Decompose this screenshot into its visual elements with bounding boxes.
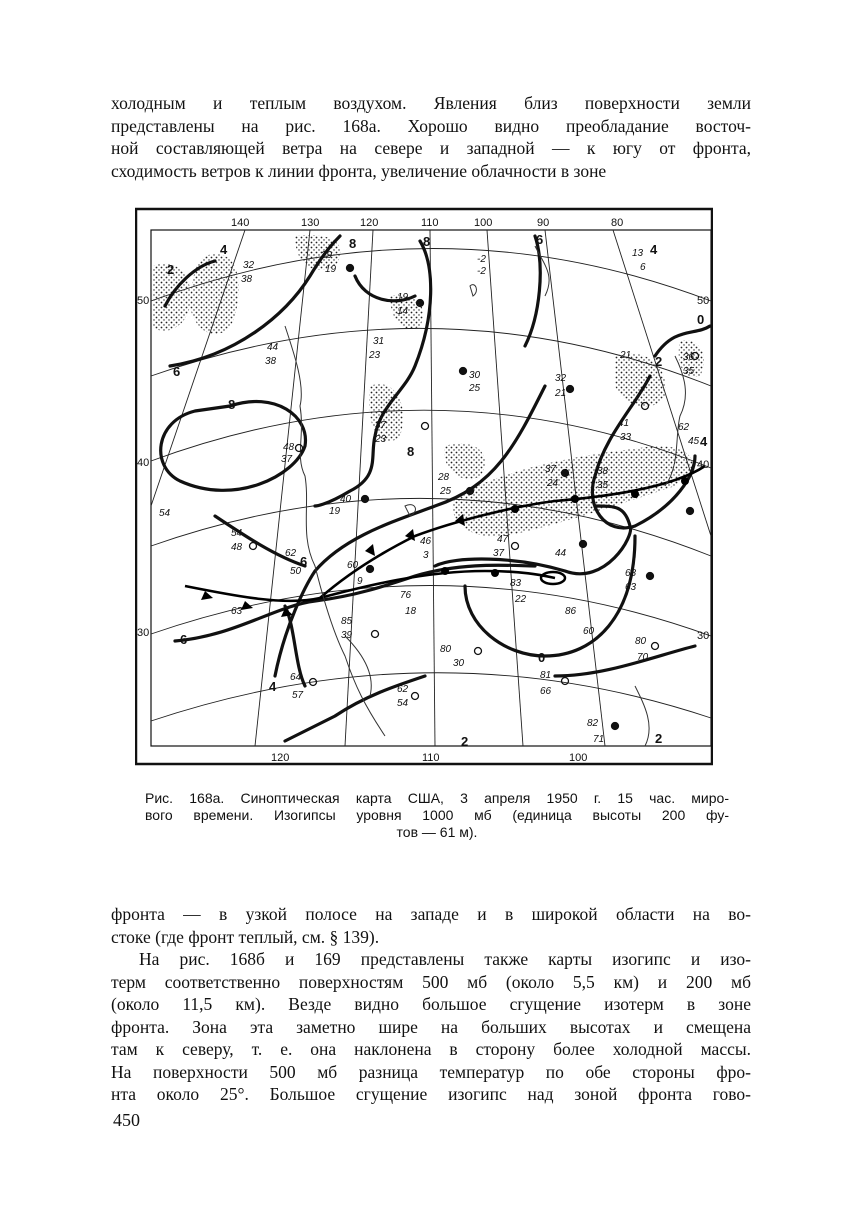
- station-value: 30: [453, 658, 465, 669]
- station-value: 19: [325, 264, 337, 275]
- caption-line: тов — 61 м).: [396, 824, 478, 840]
- latitude-label: 40: [697, 459, 710, 471]
- longitude-label: 100: [474, 217, 493, 229]
- station-value: 37: [545, 464, 557, 475]
- isohypse-label: 8: [228, 397, 236, 412]
- station-value: 3: [423, 550, 429, 561]
- station-value: 86: [565, 606, 577, 617]
- text-line: На поверхности 500 мб разница температур по обе стороны фро-: [111, 1061, 751, 1082]
- precipitation-areas: [153, 235, 704, 537]
- station-value: -2: [477, 266, 486, 277]
- text-paragraph-isotherms: [111, 948, 751, 1106]
- station-value: 54: [159, 508, 171, 519]
- station-value: 37: [281, 454, 293, 465]
- station-value: 13: [632, 248, 644, 259]
- station-value: 28: [438, 472, 450, 483]
- text-line: представлены на рис. 168а. Хорошо видно преобладание восточ-: [111, 115, 751, 136]
- caption-line: Рис. 168а. Синоптическая карта США, 3 апреля 1950 г. 15 час. миро-: [145, 790, 729, 806]
- text-line: На рис. 168б и 169 представлены также карты изогипс и изо-: [139, 949, 751, 969]
- station-value: 32: [555, 373, 567, 384]
- latitude-label: 30: [697, 630, 710, 642]
- text-line: холодным и теплым воздухом. Явления близ поверхности земли: [111, 93, 751, 113]
- station-value: 48: [283, 442, 295, 453]
- longitude-label: 140: [231, 217, 250, 229]
- station-value: 29: [321, 250, 333, 261]
- isohypse-label: 6: [300, 554, 308, 569]
- station-value: 45: [688, 436, 700, 447]
- synoptic-map-figure: [135, 206, 713, 766]
- latitude-label: 30: [137, 627, 150, 639]
- isohypse-label: 2: [167, 262, 175, 277]
- station-value: 37: [375, 420, 387, 431]
- station-value: 82: [587, 718, 599, 729]
- isohypse-label: 4: [650, 242, 658, 257]
- isohypse-label: 6: [536, 232, 544, 247]
- latitude-label: 50: [137, 295, 150, 307]
- text-line: нта около 25°. Большое сгущение изогипс над зоной фронта гово-: [111, 1084, 751, 1104]
- text-line: ной составляющей ветра на севере и западной — к югу от фронта,: [111, 138, 751, 158]
- station-value: 71: [593, 734, 605, 745]
- text-line: фронта — в узкой полосе на западе и в широкой области на во-: [111, 904, 751, 924]
- isohypse-label: 4: [700, 434, 708, 449]
- station-value: 62: [285, 548, 297, 559]
- isohypse-label: 2: [655, 731, 663, 746]
- station-value: 23: [369, 350, 381, 361]
- longitude-label: 110: [422, 752, 440, 764]
- isohypse-label: 2: [461, 734, 469, 749]
- station-value: 54: [231, 528, 243, 539]
- latitude-label: 40: [137, 457, 150, 469]
- longitude-label: 100: [569, 752, 588, 764]
- station-value: -2: [477, 254, 486, 265]
- station-value: 30: [469, 370, 481, 381]
- station-value: 25: [440, 486, 452, 497]
- station-value: 80: [635, 636, 647, 647]
- isohypse-label: 0: [697, 312, 705, 327]
- station-value: 6: [640, 262, 646, 273]
- text-line: сходимость ветров к линии фронта, увеличение облачности в зоне: [111, 160, 607, 181]
- text-line: там к северу, т. е. она наклонена в сторону более холодной массы.: [111, 1039, 751, 1059]
- text-line: фронта. Зона эта заметно шире на больших высотах и смещена: [111, 1016, 751, 1037]
- station-value: 80: [440, 644, 452, 655]
- station-value: 54: [397, 698, 409, 709]
- station-value: 70: [637, 652, 649, 663]
- station-value: 9: [357, 576, 363, 587]
- longitude-label: 90: [537, 217, 550, 229]
- station-value: 32: [243, 260, 255, 271]
- isohypse-label: 0: [538, 650, 546, 665]
- station-value: 62: [397, 684, 409, 695]
- station-value: 21: [555, 388, 567, 399]
- station-value: 21: [620, 350, 632, 361]
- station-value: 81: [540, 670, 552, 681]
- station-value: 66: [540, 686, 552, 697]
- text-line: (около 11,5 км). Везде видно большое сгущение изотерм в зоне: [111, 994, 751, 1014]
- longitude-labels-bottom: [271, 752, 587, 764]
- station-value: 37: [493, 548, 505, 559]
- station-value: 19: [397, 292, 409, 303]
- text-line: стоке (где фронт теплый, см. § 139).: [111, 926, 380, 947]
- station-value: 60: [347, 560, 359, 571]
- station-value: 40: [340, 494, 352, 505]
- station-value: 46: [420, 536, 432, 547]
- figure-caption: [145, 790, 729, 841]
- station-value: 63: [625, 582, 637, 593]
- longitude-label: 120: [271, 752, 290, 764]
- station-value: 38: [597, 466, 609, 477]
- station-value: 41: [618, 418, 630, 429]
- station-value: 35: [683, 366, 695, 377]
- latitude-labels-left: [137, 295, 149, 639]
- isohypse-label: 8: [349, 236, 357, 251]
- isohypse-label: 6: [180, 632, 188, 647]
- station-value: 23: [375, 434, 387, 445]
- longitude-label: 120: [360, 217, 379, 229]
- station-value: 31: [373, 336, 385, 347]
- station-value: 76: [400, 590, 412, 601]
- isohypse-label: 4: [269, 679, 277, 694]
- station-value: 36: [683, 352, 695, 363]
- station-value: 63: [231, 606, 243, 617]
- latitude-label: 50: [697, 295, 710, 307]
- longitude-labels-top: [231, 217, 623, 229]
- station-value: 35: [597, 480, 609, 491]
- station-value: 62: [678, 422, 690, 433]
- station-value: 25: [469, 383, 481, 394]
- station-value: 50: [290, 566, 302, 577]
- longitude-label: 110: [421, 217, 439, 229]
- isohypse-label: 6: [173, 364, 181, 379]
- caption-line: вого времени. Изогипсы уровня 1000 мб (единица высоты 200 фу-: [145, 807, 729, 823]
- station-value: 38: [241, 274, 253, 285]
- station-value: 47: [497, 534, 509, 545]
- isohypse-label: 8: [407, 444, 415, 459]
- text-line: терм соответственно поверхностям 500 мб (около 5,5 км) и 200 мб: [111, 971, 751, 992]
- station-value: 33: [620, 432, 632, 443]
- station-value: 57: [292, 690, 304, 701]
- station-value: 68: [625, 568, 637, 579]
- isohypse-label: 2: [655, 354, 663, 369]
- station-value: 18: [405, 606, 417, 617]
- longitude-label: 130: [301, 217, 320, 229]
- station-value: 22: [515, 594, 527, 605]
- station-value: 44: [555, 548, 567, 559]
- longitude-label: 80: [611, 217, 624, 229]
- text-paragraph-continuation: [111, 903, 751, 948]
- isohypse-label: 8: [423, 234, 431, 249]
- station-value: 38: [265, 356, 277, 367]
- station-value: 64: [290, 672, 302, 683]
- station-value: 44: [267, 342, 279, 353]
- page-number: 450: [113, 1110, 140, 1130]
- station-value: 19: [329, 506, 341, 517]
- station-value: 24: [547, 478, 559, 489]
- station-value: 83: [510, 578, 522, 589]
- station-value: 85: [341, 616, 353, 627]
- station-value: 14: [397, 306, 409, 317]
- station-value: 39: [341, 630, 353, 641]
- text-paragraph-top: [111, 92, 751, 182]
- isohypse-label: 4: [220, 242, 228, 257]
- station-value: 60: [583, 626, 595, 637]
- station-value: 48: [231, 542, 243, 553]
